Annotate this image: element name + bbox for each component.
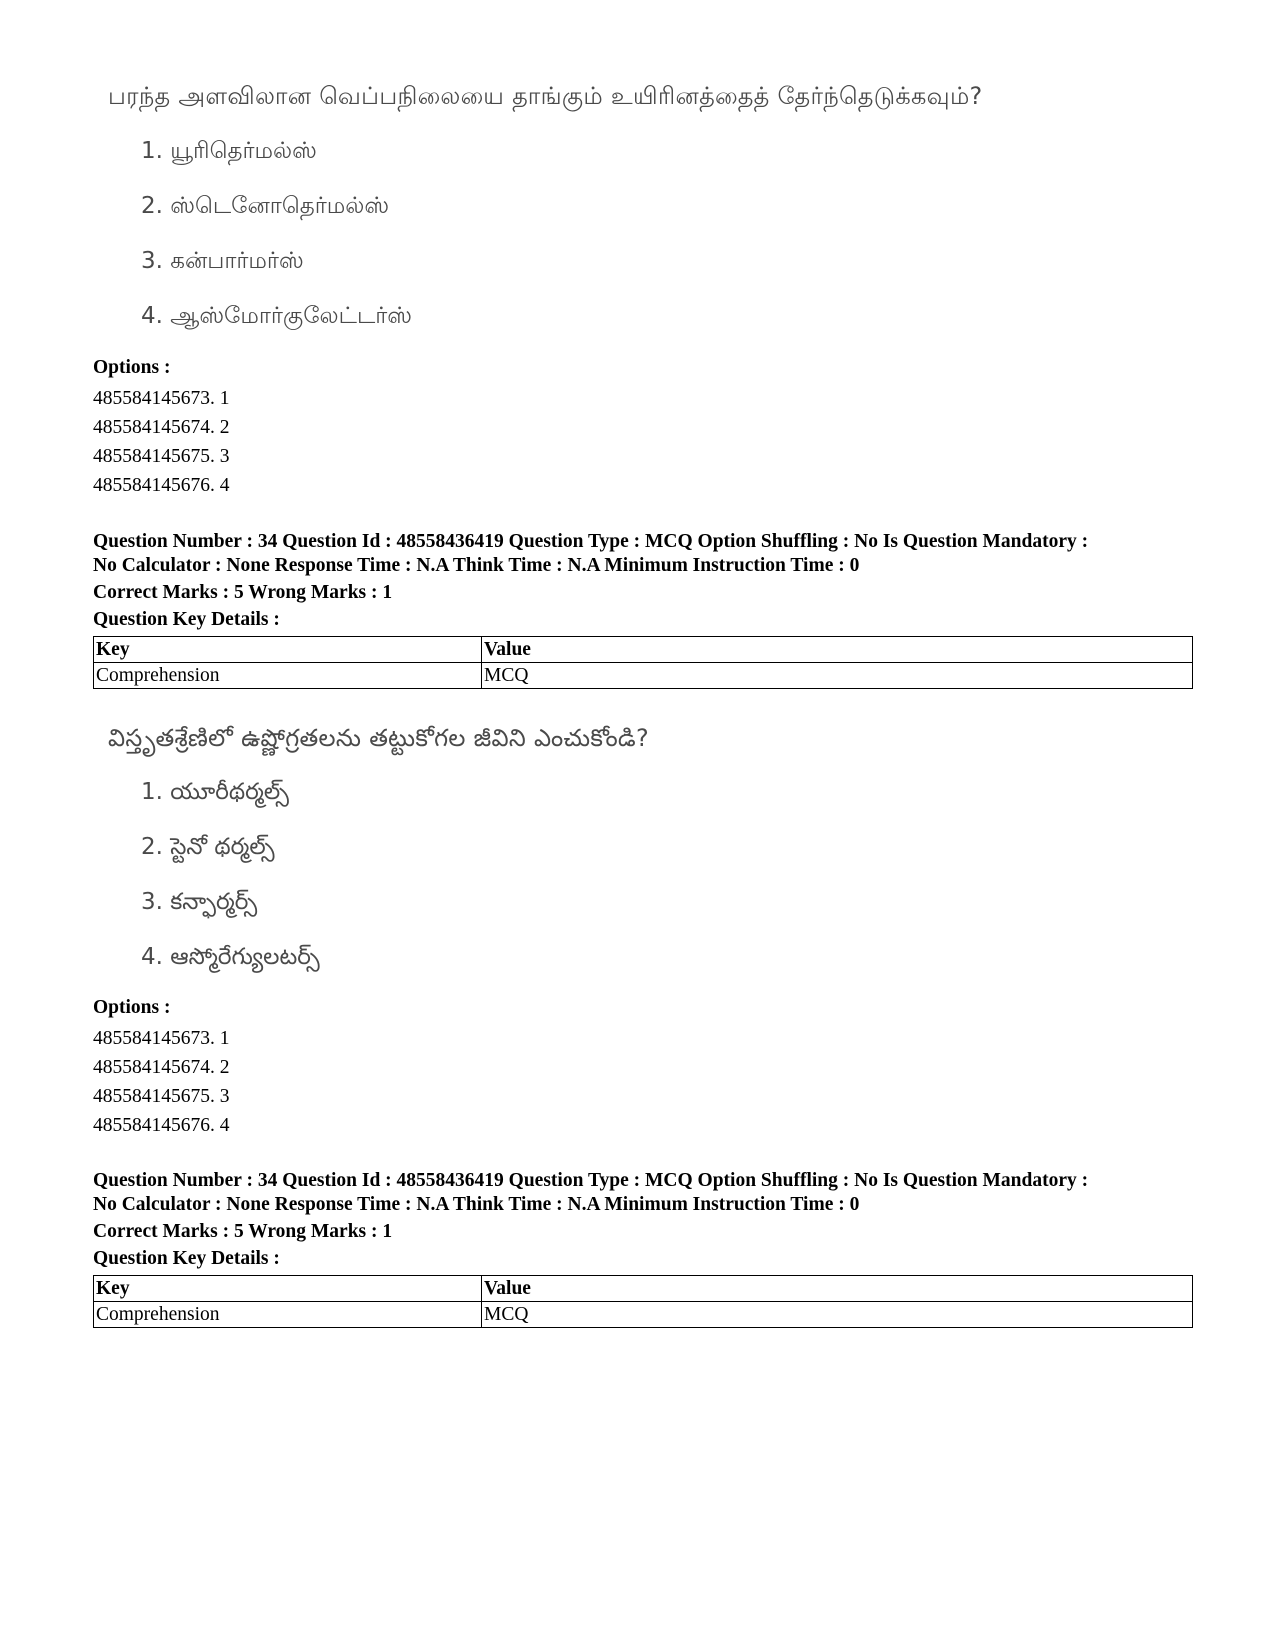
options-title: Options : [93,997,171,1018]
table-row [94,1302,1193,1328]
option-id-3: 485584145675. 3 [93,446,230,467]
table-row [94,663,1193,689]
table-cell-key: Comprehension [94,1302,482,1328]
question-option-2: 2. ஸ்டெனோதெர்மல்ஸ் [141,193,390,219]
question-option-3: 3. కన్ఫార్మర్స్ [141,889,258,915]
options-title: Options : [93,357,171,378]
table-header-value: Value [482,637,1193,663]
key-details-title: Question Key Details : [93,1248,280,1269]
option-id-3: 485584145675. 3 [93,1086,230,1107]
question-meta [93,1169,1193,1328]
question-option-4: 4. ఆస్మోరేగ్యులటర్స్ [141,944,320,970]
question-meta-line2: No Calculator : None Response Time : N.A Think Time : N.A Minimum Instruction Time : 0 [93,1194,860,1215]
question-text: విస్తృతశ్రేణిలో ఉష్ణోగ్రతలను తట్టుకోగల జీవిని ఎంచుకోండి? [108,724,650,752]
question-text: பரந்த அளவிலான வெப்பநிலையை தாங்கும் உயிரினத்தைத் தேர்ந்தெடுக்கவும்? [108,82,983,110]
options-list [93,356,1193,500]
table-cell-value: MCQ [482,1302,1193,1328]
question-meta-line2: No Calculator : None Response Time : N.A Think Time : N.A Minimum Instruction Time : 0 [93,555,860,576]
question-meta [93,530,1193,689]
table-header-row [94,1276,1193,1302]
table-header-key: Key [94,637,482,663]
table-header-key: Key [94,1276,482,1302]
key-details-table [93,1275,1193,1328]
question-option-1: 1. யூரிதெர்மல்ஸ் [141,138,317,164]
table-cell-key: Comprehension [94,663,482,689]
table-cell-value: MCQ [482,663,1193,689]
question-option-2: 2. స్టెనో థర్మల్స్ [141,834,275,860]
option-id-4: 485584145676. 4 [93,475,230,496]
question-option-1: 1. యూరీథర్మల్స్ [141,779,290,805]
telugu-question-image [108,722,1168,982]
question-option-4: 4. ஆஸ்மோர்குலேட்டர்ஸ் [141,303,412,329]
options-list [93,996,1193,1140]
question-meta-line1: Question Number : 34 Question Id : 48558436419 Question Type : MCQ Option Shuffling : No Is Question Mandatory : [93,531,1089,552]
tamil-question-image [108,80,1168,340]
marks-line: Correct Marks : 5 Wrong Marks : 1 [93,582,393,603]
key-details-table [93,636,1193,689]
option-id-1: 485584145673. 1 [93,388,230,409]
table-header-row [94,637,1193,663]
option-id-2: 485584145674. 2 [93,1057,230,1078]
option-id-4: 485584145676. 4 [93,1115,230,1136]
question-option-3: 3. கன்பார்மர்ஸ் [141,248,304,274]
question-meta-line1: Question Number : 34 Question Id : 48558436419 Question Type : MCQ Option Shuffling : No Is Question Mandatory : [93,1170,1089,1191]
key-details-title: Question Key Details : [93,609,280,630]
table-header-value: Value [482,1276,1193,1302]
marks-line: Correct Marks : 5 Wrong Marks : 1 [93,1221,393,1242]
option-id-2: 485584145674. 2 [93,417,230,438]
option-id-1: 485584145673. 1 [93,1028,230,1049]
